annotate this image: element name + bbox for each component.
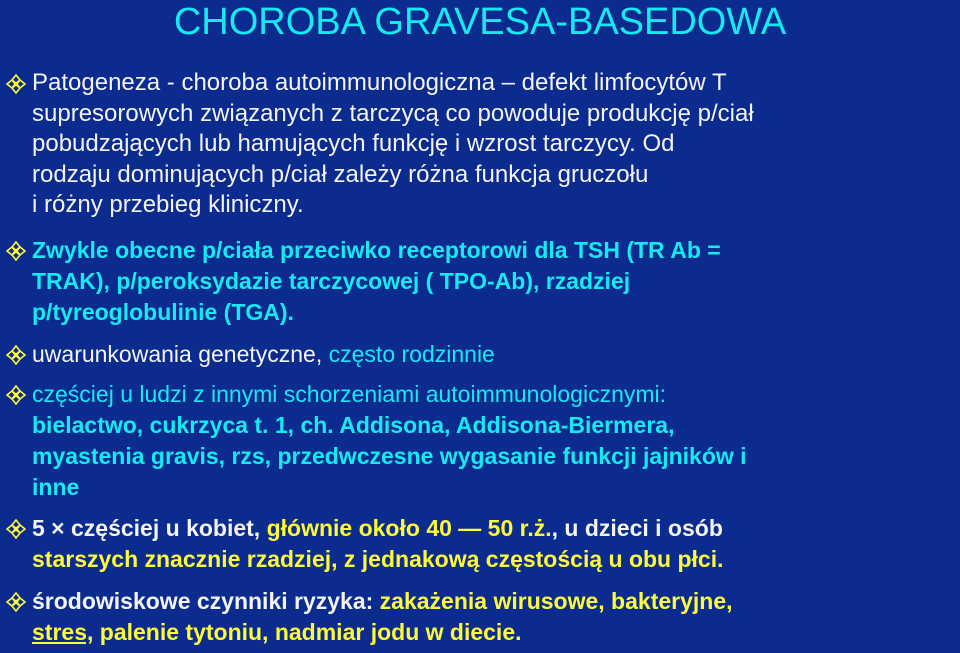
bullet-line: bielactwo, cukrzyca t. 1, ch. Addisona, Addisona-Biermera, [32, 412, 675, 438]
bullet-text [32, 513, 958, 575]
bullet-segment: zakażenia wirusowe, bakteryjne, [373, 588, 733, 614]
bullet-segment: palenie tytoniu, nadmiar jodu w diecie. [93, 619, 522, 645]
bullet-text [32, 235, 958, 328]
bullet-line: TRAK), p/peroksydazie tarczycowej ( TPO-Ab), rzadziej [32, 268, 631, 294]
bullet-line: rodzaju dominujących p/ciał zależy różna funkcja gruczołu [32, 160, 649, 188]
bullet-line: pobudzających lub hamujących funkcję i wzrost tarczycy. Od [32, 130, 675, 157]
bullet-segment: , u dzieci i osób [551, 515, 723, 541]
bullet-text [32, 339, 958, 370]
bullet-segment: stres, [32, 619, 94, 645]
diamond-bullet-icon [6, 74, 26, 94]
bullet-text [32, 68, 958, 221]
bullet-line: częściej u ludzi z innymi schorzeniami autoimmunologicznymi: [32, 381, 667, 407]
bullet-line: Patogeneza - choroba autoimmunologiczna – defekt limfocytów T [32, 69, 727, 96]
bullet-segment: środowiskowe czynniki ryzyka: [32, 588, 374, 614]
slide-title: CHOROBA GRAVESA-BASEDOWA [173, 1, 787, 43]
bullet-segment: uwarunkowania genetyczne, [32, 341, 323, 367]
bullet-line: i różny przebieg kliniczny. [32, 191, 304, 218]
bullet-line: Zwykle obecne p/ciała przeciwko receptorowi dla TSH (TR Ab = [32, 237, 721, 263]
bullet-line: myastenia gravis, rzs, przedwczesne wygasanie funkcji jajników i [32, 443, 747, 469]
diamond-bullet-icon [6, 519, 26, 539]
bullet-segment: głównie około 40 — 50 r.ż. [260, 515, 552, 541]
diamond-bullet-icon [6, 592, 26, 612]
diamond-bullet-icon [6, 241, 26, 261]
bullet-line: p/tyreoglobulinie (TGA). [32, 299, 294, 325]
bullet-text [32, 586, 958, 648]
bullet-line: inne [32, 474, 80, 500]
bullet-segment: często rodzinnie [322, 341, 495, 367]
diamond-bullet-icon [6, 385, 26, 405]
bullet-line: supresorowych związanych z tarczycą co powoduje produkcję p/ciał [32, 99, 754, 127]
bullet-segment: 5 × częściej u kobiet, [32, 515, 261, 541]
bullet-line: starszych znacznie rzadziej, z jednakową częstością u obu płci. [32, 546, 724, 572]
diamond-bullet-icon [6, 345, 26, 365]
bullet-text [32, 379, 958, 503]
